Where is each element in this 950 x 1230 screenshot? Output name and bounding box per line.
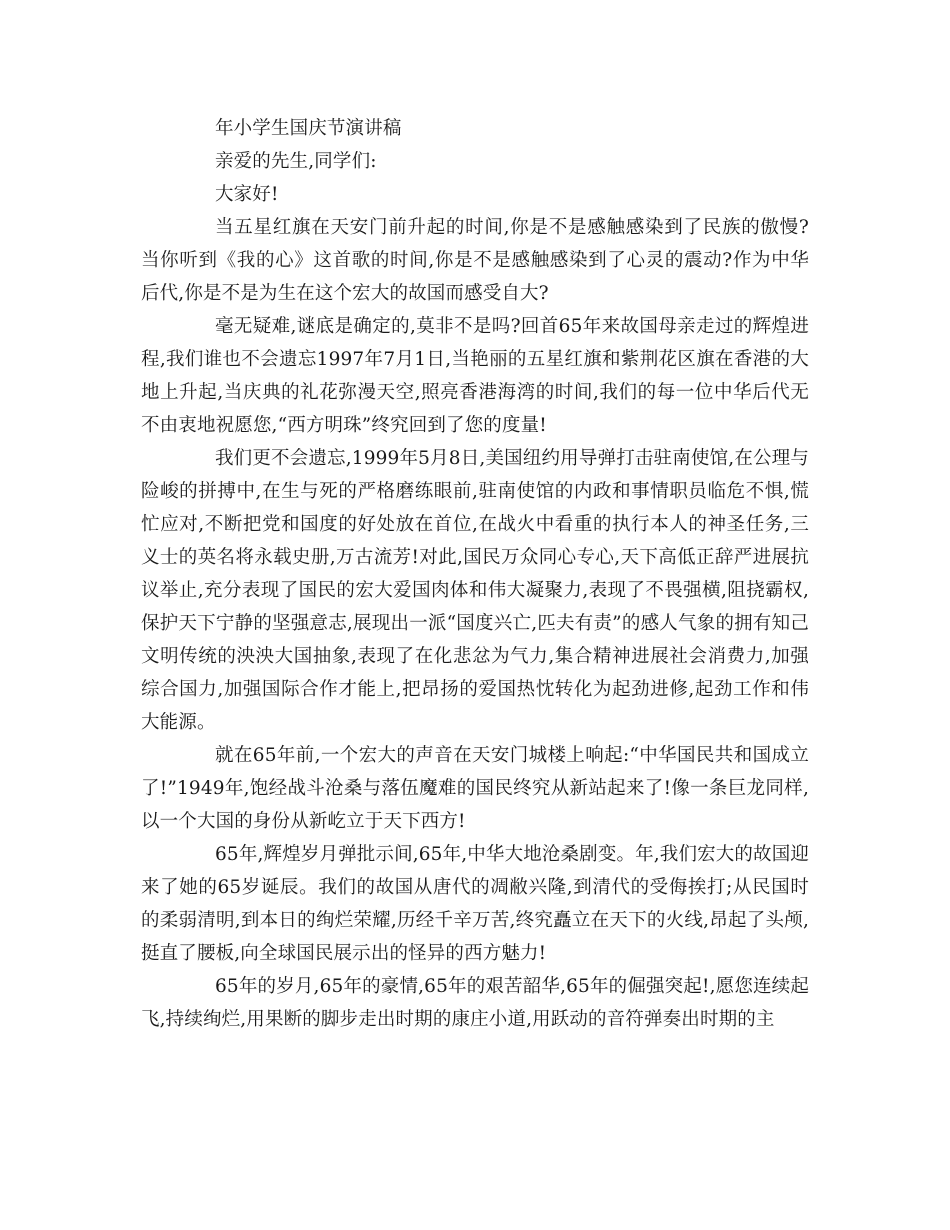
greeting: 大家好! [215,184,279,205]
paragraph: 毫无疑难,谜底是确定的,莫非不是吗?回首65年来故国母亲走过的辉煌进程,我们谁也不会遗忘1997年7月1日,当艳丽的五星红旗和紫荆花区旗在香港的大地上升起,当庆典的礼花弥漫天空,照亮香港海湾的时间,我们的每一位中华后代无不由衷地祝愿您,“西方明珠”终究回到了您的度量! [141,316,809,436]
paragraph: 65年,辉煌岁月弹批示间,65年,中华大地沧桑剧变。年,我们宏大的故国迎来了她的65岁诞辰。我们的故国从唐代的凋敝兴隆,到清代的受侮挨打;从民国时的柔弱清明,到本日的绚烂荣耀,历经千辛万苦,终究矗立在天下的火线,昂起了头颅,挺直了腰板,向全球国民展示出的怪异的西方魅力! [141,844,810,964]
document-body [141,112,809,1036]
paragraph: 当五星红旗在天安门前升起的时间,你是不是感触感染到了民族的傲慢?当你听到《我的心》这首歌的时间,你是不是感触感染到了心灵的震动?作为中华后代,你是不是为生在这个宏大的故国而感受自大? [141,217,809,304]
document-title: 年小学生国庆节演讲稿 [215,118,402,139]
salutation: 亲爱的先生,同学们: [215,151,377,172]
paragraph: 65年的岁月,65年的豪情,65年的艰苦韶华,65年的倔强突起!,愿您连续起飞,持续绚烂,用果断的脚步走出时期的康庄小道,用跃动的音符弹奏出时期的主 [141,976,809,1030]
paragraph: 就在65年前,一个宏大的声音在天安门城楼上响起:“中华国民共和国成立了!”1949年,饱经战斗沧桑与落伍魔难的国民终究从新站起来了!像一条巨龙同样,以一个大国的身份从新屹立于天下西方! [141,745,809,832]
paragraph: 我们更不会遗忘,1999年5月8日,美国纽约用导弹打击驻南使馆,在公理与险峻的拼搏中,在生与死的严格磨练眼前,驻南使馆的内政和事情职员临危不惧,慌忙应对,不断把党和国度的好处放在首位,在战火中看重的执行本人的神圣任务,三义士的英名将永载史册,万古流芳!对此,国民万众同心专心,天下高低正辞严进展抗议举止,充分表现了国民的宏大爱国肉体和伟大凝聚力,表现了不畏强横,阻挠霸权,保护天下宁静的坚强意志,展现出一派“国度兴亡,匹夫有责”的感人气象的拥有知己文明传统的泱泱大国抽象,表现了在化悲忿为气力,集合精神进展社会消费力,加强综合国力,加强国际合作才能上,把昂扬的爱国热忱转化为起劲进修,起劲工作和伟大能源。 [141,448,809,733]
